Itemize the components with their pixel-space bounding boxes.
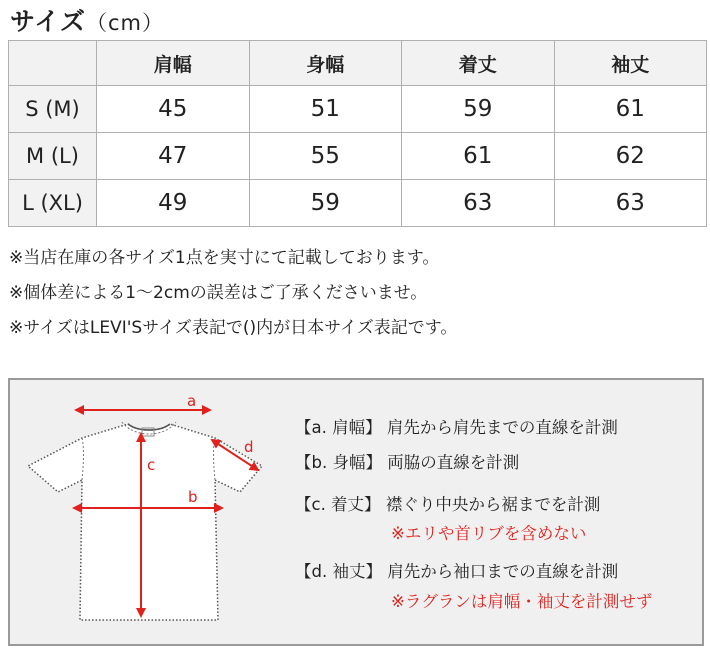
table-cell: 59 [249,180,402,227]
legend-key: 【a. 肩幅】 [295,418,382,437]
size-table [8,40,707,227]
table-header-row [9,41,707,86]
legend-warning-c: ※エリや首リブを含めない [391,524,587,543]
label-a: a [187,392,197,410]
table-cell: 45 [97,86,250,133]
table-cell: 55 [249,133,402,180]
table-cell: 63 [402,180,555,227]
legend-key: 【b. 身幅】 [295,453,382,472]
note-item: ※個体差による1～2cmの誤差はご了承くださいませ。 [9,283,428,303]
table-row [9,180,707,227]
table-row [9,86,707,133]
header-length: 着丈 [402,41,555,86]
row-label: L (XL) [9,180,97,227]
tshirt-diagram [10,380,290,644]
table-row [9,133,707,180]
label-c: c [147,456,156,474]
legend-desc: 襟ぐり中央から裾までを計測 [385,495,601,514]
label-b: b [188,488,198,506]
legend-desc: 肩先から袖口までの直線を計測 [387,562,619,581]
tshirt-outline-icon [28,424,262,620]
table-cell: 47 [97,133,250,180]
header-sleeve: 袖丈 [554,41,707,86]
title-main: サイズ [10,7,87,36]
table-corner-cell [9,41,97,86]
legend-desc: 両脇の直線を計測 [387,453,520,472]
measurement-guide [8,378,704,646]
legend-warning-d: ※ラグランは肩幅・袖丈を計測せず [391,592,653,611]
page-title [10,2,164,38]
table-cell: 49 [97,180,250,227]
row-label: S (M) [9,86,97,133]
table-cell: 61 [402,133,555,180]
legend-item-d [295,558,618,586]
note-item: ※サイズはLEVI'Sサイズ表記で()内が日本サイズ表記です。 [9,318,458,338]
table-cell: 51 [249,86,402,133]
legend-item-a [295,414,618,442]
table-cell: 63 [554,180,707,227]
legend-desc: 肩先から肩先までの直線を計測 [386,418,618,437]
table-cell: 61 [554,86,707,133]
table-cell: 59 [402,86,555,133]
legend-item-c [295,491,600,519]
label-d: d [244,438,254,456]
legend-key: 【d. 袖丈】 [295,562,382,581]
notes [9,241,457,346]
table-cell: 62 [554,133,707,180]
header-body-width: 身幅 [249,41,402,86]
title-unit: （cm） [86,11,165,35]
note-item: ※当店在庫の各サイズ1点を実寸にて記載しております。 [9,248,440,268]
legend-item-b [295,449,519,477]
legend-key: 【c. 着丈】 [295,495,381,514]
header-shoulder: 肩幅 [97,41,250,86]
row-label: M (L) [9,133,97,180]
